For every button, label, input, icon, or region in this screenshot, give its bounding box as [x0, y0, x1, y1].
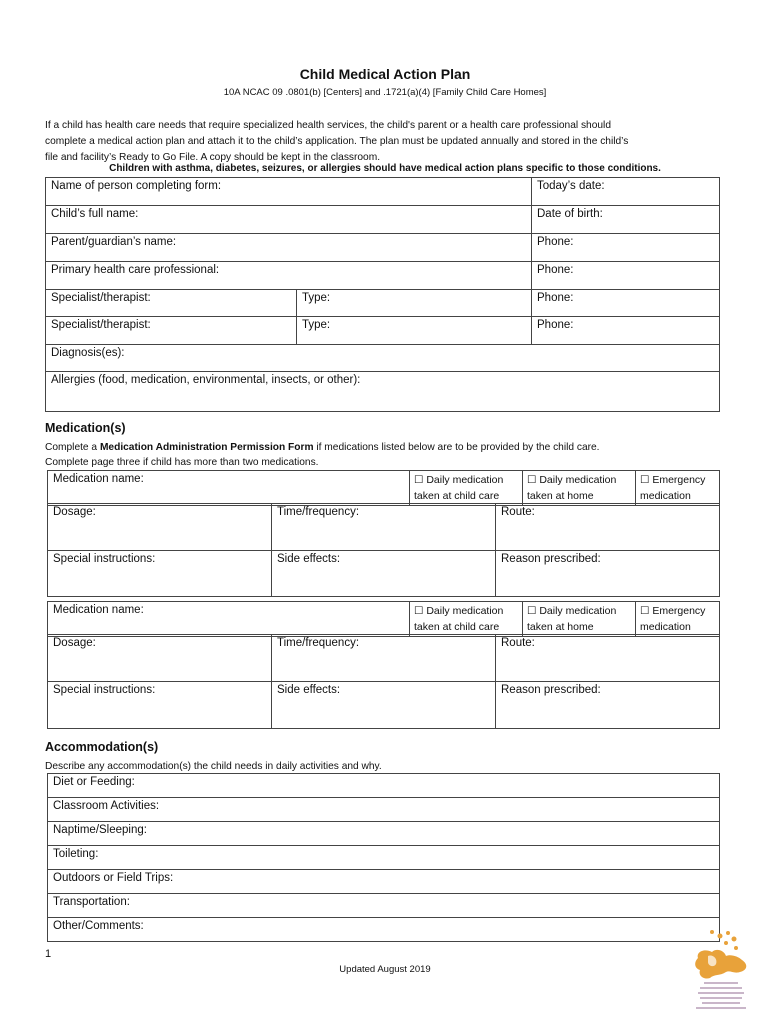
home-option-line-1: ☐ Daily medication: [527, 605, 617, 617]
guardian-name-field[interactable]: Parent/guardian’s name:: [46, 234, 532, 262]
page-number: 1: [45, 948, 52, 960]
intro-line-3: file and facility’s Ready to Go File. A copy should be kept in the classroom.: [45, 152, 381, 163]
medication-2-childcare-checkbox[interactable]: [410, 602, 523, 637]
medications-text-pre: Complete a: [45, 442, 100, 453]
medication-1-route-field[interactable]: Route:: [496, 504, 720, 551]
medication-2-dosage-field[interactable]: Dosage:: [48, 635, 272, 682]
medication-2-reason-field[interactable]: Reason prescribed:: [496, 682, 720, 729]
allergies-field[interactable]: Allergies (food, medication, environmental, insects, or other):: [46, 372, 720, 412]
medication-2-side-effects-field[interactable]: Side effects:: [272, 682, 496, 729]
permission-form-name: Medication Administration Permission Form: [99, 442, 314, 453]
emergency-option-line-1: ☐ Emergency: [640, 605, 706, 617]
intro-bold-note: Children with asthma, diabetes, seizures, or allergies should have medical action plans specific to those conditions.: [109, 163, 661, 174]
diagnosis-field[interactable]: Diagnosis(es):: [46, 345, 720, 372]
childcare-option-line-2: taken at child care: [414, 621, 500, 633]
childcare-option-line-1: ☐ Daily medication: [414, 605, 504, 617]
home-option-line-1: ☐ Daily medication: [527, 474, 617, 486]
child-name-field[interactable]: Child’s full name:: [46, 206, 532, 234]
accommodations-heading: Accommodation(s): [45, 740, 159, 754]
intro-line-1: If a child has health care needs that require specialized health services, the child's parent or a health care professional should: [45, 120, 611, 131]
accommodation-transportation-field[interactable]: Transportation:: [48, 894, 720, 918]
medication-2-home-checkbox[interactable]: [523, 602, 636, 637]
medication-1-childcare-checkbox[interactable]: [410, 471, 523, 506]
medication-2-block: [47, 601, 719, 728]
specialist-1-phone-field[interactable]: Phone:: [532, 290, 720, 317]
medications-heading: Medication(s): [45, 421, 126, 435]
accommodation-classroom-field[interactable]: Classroom Activities:: [48, 798, 720, 822]
specialist-2-type-field[interactable]: Type:: [297, 317, 532, 345]
medication-2-time-field[interactable]: Time/frequency:: [272, 635, 496, 682]
childcare-option-line-1: ☐ Daily medication: [414, 474, 504, 486]
medication-1-name-field[interactable]: Medication name:: [48, 471, 410, 506]
medication-1-special-field[interactable]: Special instructions:: [48, 551, 272, 597]
accommodations-instructions: Describe any accommodation(s) the child needs in daily activities and why.: [45, 761, 382, 772]
accommodation-naptime-field[interactable]: Naptime/Sleeping:: [48, 822, 720, 846]
medications-instructions-line-2: Complete page three if child has more than two medications.: [45, 457, 319, 468]
home-option-line-2: taken at home: [527, 621, 594, 633]
accommodation-toileting-field[interactable]: Toileting:: [48, 846, 720, 870]
childcare-option-line-2: taken at child care: [414, 490, 500, 502]
specialist-2-field[interactable]: Specialist/therapist:: [46, 317, 297, 345]
medication-2-header-row: [47, 601, 720, 637]
accommodation-other-field[interactable]: Other/Comments:: [48, 918, 720, 942]
medication-1-side-effects-field[interactable]: Side effects:: [272, 551, 496, 597]
accommodation-outdoors-field[interactable]: Outdoors or Field Trips:: [48, 870, 720, 894]
guardian-phone-field[interactable]: Phone:: [532, 234, 720, 262]
agency-logo: [690, 926, 752, 1012]
medication-2-emergency-checkbox[interactable]: [636, 602, 720, 637]
specialist-2-phone-field[interactable]: Phone:: [532, 317, 720, 345]
medications-instructions: [45, 440, 725, 470]
intro-line-2: complete a medical action plan and attach it to the child’s application. The plan must be updated annually and stored in the child’s: [45, 136, 629, 147]
medication-2-details: [47, 634, 720, 729]
specialist-1-type-field[interactable]: Type:: [297, 290, 532, 317]
medication-1-details: [47, 503, 720, 597]
medications-instructions-line-1: [45, 440, 725, 455]
medications-text-post: if medications listed below are to be provided by the child care.: [313, 442, 600, 453]
emergency-option-line-1: ☐ Emergency: [640, 474, 706, 486]
page-title: Child Medical Action Plan: [299, 66, 471, 82]
medication-1-emergency-checkbox[interactable]: [636, 471, 720, 506]
medication-2-route-field[interactable]: Route:: [496, 635, 720, 682]
medication-1-home-checkbox[interactable]: [523, 471, 636, 506]
accommodation-diet-field[interactable]: Diet or Feeding:: [48, 774, 720, 798]
home-option-line-2: taken at home: [527, 490, 594, 502]
medication-1-header-row: [47, 470, 720, 506]
primary-hcp-field[interactable]: Primary health care professional:: [46, 262, 532, 290]
accommodations-table: [47, 773, 720, 942]
agency-logo-graphic: [690, 926, 752, 1012]
name-completing-field[interactable]: Name of person completing form:: [46, 178, 532, 206]
medication-2-name-field[interactable]: Medication name:: [48, 602, 410, 637]
regulation-citation: 10A NCAC 09 .0801(b) [Centers] and .1721(a)(4) [Family Child Care Homes]: [223, 87, 547, 98]
medication-1-reason-field[interactable]: Reason prescribed:: [496, 551, 720, 597]
intro-paragraph: [45, 118, 725, 166]
medication-1-dosage-field[interactable]: Dosage:: [48, 504, 272, 551]
emergency-option-line-2: medication: [640, 490, 691, 502]
todays-date-field[interactable]: Today’s date:: [532, 178, 720, 206]
medication-1-block: [47, 470, 719, 596]
child-info-table: [45, 177, 720, 412]
medication-1-time-field[interactable]: Time/frequency:: [272, 504, 496, 551]
updated-date: Updated August 2019: [339, 964, 431, 975]
hcp-phone-field[interactable]: Phone:: [532, 262, 720, 290]
specialist-1-field[interactable]: Specialist/therapist:: [46, 290, 297, 317]
dob-field[interactable]: Date of birth:: [532, 206, 720, 234]
emergency-option-line-2: medication: [640, 621, 691, 633]
medication-2-special-field[interactable]: Special instructions:: [48, 682, 272, 729]
